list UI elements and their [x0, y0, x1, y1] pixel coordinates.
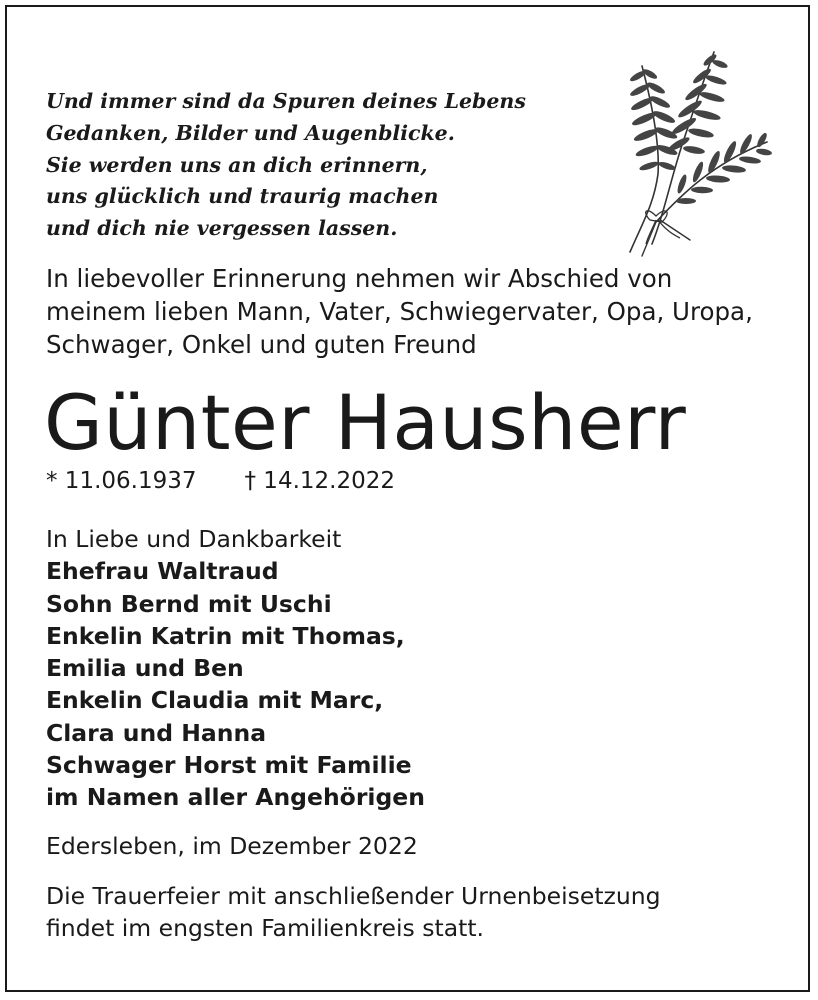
family-member: Ehefrau Waltraud [46, 557, 279, 586]
poem-line: Gedanken, Bilder und Augenblicke. [46, 120, 455, 145]
notice-line: Die Trauerfeier mit anschließender Urnenbeisetzung [46, 882, 661, 910]
family-list [46, 523, 425, 814]
birth-date: * 11.06.1937 [46, 468, 197, 494]
poem-line: uns glücklich und traurig machen [46, 184, 439, 209]
poem [46, 86, 526, 245]
intro-line: In liebevoller Erinnerung nehmen wir Abschied von [46, 264, 673, 293]
family-member: Emilia und Ben [46, 654, 244, 683]
family-member: Schwager Horst mit Familie [46, 751, 412, 780]
family-member: im Namen aller Angehörigen [46, 783, 425, 812]
family-member: Enkelin Claudia mit Marc, [46, 686, 384, 715]
family-member: Sohn Bernd mit Uschi [46, 589, 332, 618]
poem-line: Sie werden uns an dich erinnern, [46, 152, 428, 177]
intro-text [46, 262, 753, 361]
family-heading: In Liebe und Dankbarkeit [46, 525, 342, 553]
family-member: Enkelin Katrin mit Thomas, [46, 621, 405, 650]
place-date: Edersleben, im Dezember 2022 [46, 832, 418, 860]
intro-line: Schwager, Onkel und guten Freund [46, 330, 477, 359]
funeral-notice [46, 880, 661, 944]
notice-line: findet im engsten Familienkreis statt. [46, 914, 484, 942]
fern-icon [612, 44, 782, 260]
intro-line: meinem lieben Mann, Vater, Schwiegervater, Opa, Uropa, [46, 297, 753, 326]
poem-line: Und immer sind da Spuren deines Lebens [46, 89, 526, 113]
poem-line: und dich nie vergessen lassen. [46, 216, 398, 241]
death-date: † 14.12.2022 [244, 468, 395, 494]
life-dates [46, 466, 395, 496]
family-member: Clara und Hanna [46, 718, 267, 747]
deceased-name: Günter Hausherr [44, 378, 687, 467]
